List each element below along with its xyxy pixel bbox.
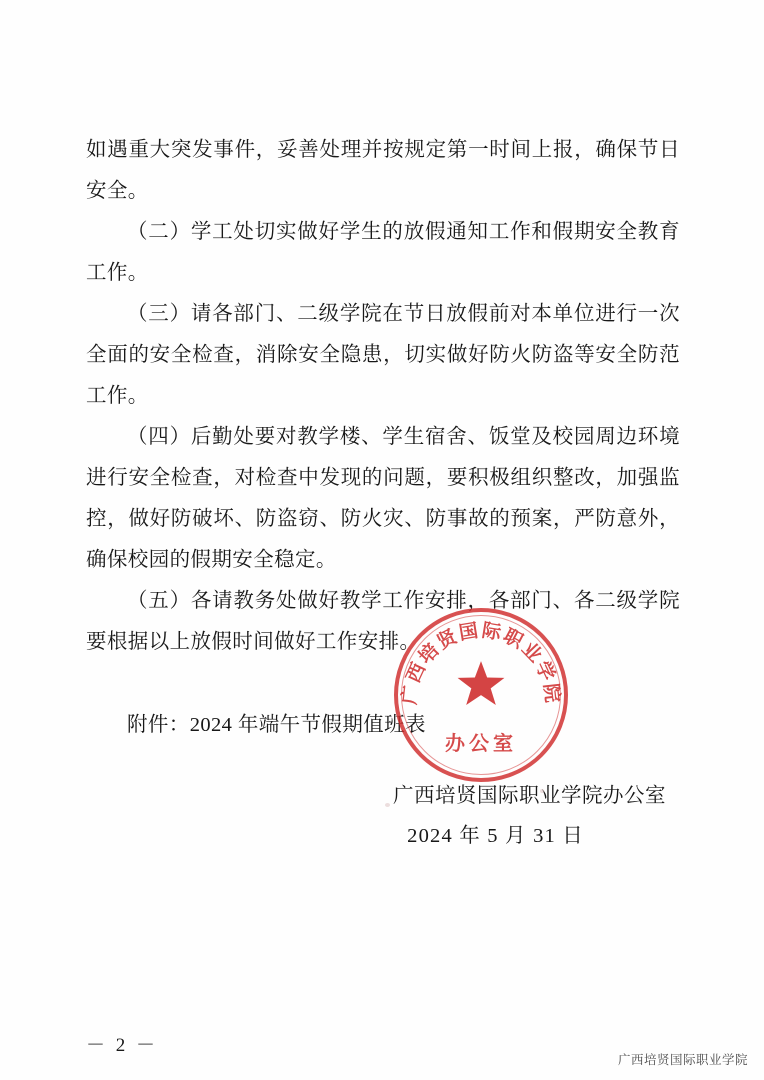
signature-block	[86, 776, 680, 856]
ink-smudge	[385, 803, 390, 807]
paragraph-item-2: （二）学工处切实做好学生的放假通知工作和假期安全教育工作。	[86, 221, 680, 284]
paragraph-item-5: （五）各请教务处做好教学工作安排，各部门、各二级学院要根据以上放假时间做好工作安排。	[86, 590, 680, 653]
signature-date: 2024 年 5 月 31 日	[407, 825, 584, 847]
paragraph-item-3: （三）请各部门、二级学院在节日放假前对本单位进行一次全面的安全检查，消除安全隐患，切实做好防火防盗等安全防范工作。	[86, 303, 680, 407]
paragraph-item-4: （四）后勤处要对教学楼、学生宿舍、饭堂及校园周边环境进行安全检查，对检查中发现的问题，要积极组织整改，加强监控，做好防破坏、防盗窃、防火灾、防事故的预案，严防意外，确保校园的假期安全稳定。	[86, 426, 680, 571]
attachment-line: 附件：2024 年端午节假期值班表	[127, 714, 426, 736]
footer-brand: 广西培贤国际职业学院	[617, 1053, 748, 1067]
seal-top-text-content: 广西培贤国际职业学院	[399, 620, 563, 706]
document-body	[86, 130, 680, 856]
paragraph-continued: 如遇重大突发事件，妥善处理并按规定第一时间上报，确保节日安全。	[86, 139, 680, 202]
ink-smudge	[540, 789, 544, 793]
seal-bottom-text: 办公室	[445, 733, 517, 755]
page-number: － 2 －	[86, 1035, 159, 1056]
signature-issuer: 广西培贤国际职业学院办公室	[393, 785, 666, 807]
